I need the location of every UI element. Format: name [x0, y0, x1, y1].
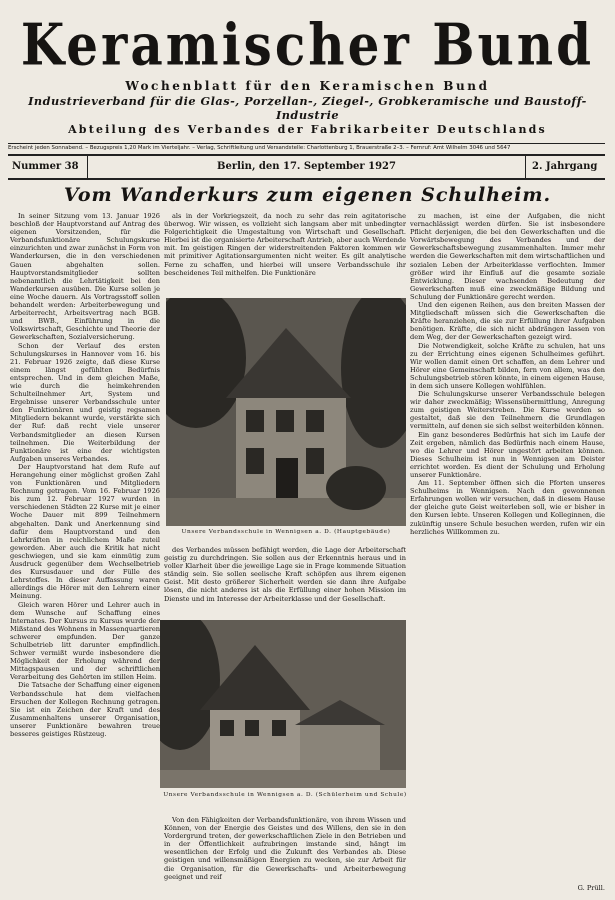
paragraph: zu machen, ist eine der Aufgaben, die nicht vernachlässigt werden dürfen. Sie ist insbesondere Pflicht derjenigen, die bei den Gewerkschaften und die Vorwärtsbewegung des Verbandes und der Gewerkschaftsbewegung zusammenhalten. Immer mehr werden die Gewerkschaften mit dem wirtschaftlichen und sozialen Leben der Arbeiterklasse verflochten. Immer größer wird ihr Einfluß auf die gesamte soziale Entwicklung. Dieser wachsenden Bedeutung der Gewerkschaften muß eine zweckmäßige Bildung und Schulung der Funktionäre gerecht werden.	[410, 212, 605, 301]
issue-bar	[8, 154, 605, 180]
paragraph: Ein ganz besonderes Bedürfnis hat sich im Laufe der Zeit ergeben, nämlich das Bedürfnis nach einem Hause, wo die Lehrer und Hörer ungestört arbeiten können. Dieses Schulheim ist nun in Wennigsen am Deister errichtet worden. Es dient der Schulung und Erholung unserer Funktionäre.	[410, 430, 605, 479]
issue-year: 2. Jahrgang	[525, 156, 605, 178]
article-column-1	[10, 212, 160, 898]
photo-student-home	[160, 620, 406, 788]
author-signature: G. Prüll.	[577, 884, 605, 892]
article-column-3	[410, 212, 605, 898]
subtitle-union: Industrieverband für die Glas-, Porzellan-, Ziegel-, Grobkeramische und Baustoff-Industrie	[28, 94, 587, 122]
publication-info: Erscheint jeden Sonnabend. – Bezugspreis 1,20 Mark im Vierteljahr. – Verlag, Schriftleitung und Versandstelle: Charlottenburg 1, Brauerstraße 2–3. – Fernruf: Amt Wilhelm 3046 und 5647	[8, 143, 605, 151]
student-home-image	[160, 620, 406, 788]
photo-caption: Unsere Verbandsschule in Wennigsen a. D. (Schülerheim und Schule)	[163, 792, 407, 798]
paragraph: Die Tatsache der Schaffung einer eigenen Verbandsschule hat dem vielfachen Ersuchen der Kollegen Rechnung getragen. Sie ist ein Zeichen der Kraft und des Zusammenhaltens unserer Organisation, unserer Funktionäre bewahren treue besseres geistiges Rüstzeug.	[10, 681, 160, 738]
subtitle-weekly: Wochenblatt für den Keramischen Bund	[125, 79, 490, 93]
paragraph: Die Schulungskurse unserer Verbandsschule belegen wir daher zweckmäßig; Wissensübermittlung, Anregung zum geistigen Weiterstreben. Die Kurse werden so gestaltet, daß sie den Teilnehmern die Grundlagen vermitteln, auf denen sie sich selbst weiterbilden können.	[410, 390, 605, 431]
photo-caption: Unsere Verbandsschule in Wennigsen a. D. (Hauptgebäude)	[181, 529, 391, 535]
paragraph: des Verbandes müssen befähigt werden, die Lage der Arbeiterschaft geistig zu durchdringen. Sie sollen aus der Erkenntnis heraus und in voller Klarheit über die jeweilige Lage sie in Frage kommende Situation ständig sein. Sie sollen seelische Kraft schöpfen aus ihrem eigenen Geist. Mit desto größerer Sicherheit werden sie dann ihre Aufgabe lösen, die nicht anderes ist als die Erfüllung einer hohen Mission im Dienste und im Interesse der Arbeiterklasse und der Gesellschaft.	[164, 546, 406, 603]
article-column-2-top	[164, 212, 406, 294]
paragraph: In seiner Sitzung vom 13. Januar 1926 beschloß der Hauptvorstand auf Antrag des eigenen Vorsitzenden, für die Verbandsfunktionäre Schulungskurse einzurichten und zwar zunächst in Form von Wanderkursen, die in den verschiedenen Gauen abgehalten sollen. Hauptvorstandsmitglieder sollten nebenamtlich die Lehrtätigkeit bei den Wanderkursen ausüben. Die Kurse sollen je eine Woche dauern. Als Vortragsstoff sollen behandelt werden: Arbeiterbewegung und Arbeiterrecht, Arbeitsvertrag nach BGB. und BWB., Einführung in die Volkswirtschaft, Geschichte und Theorie der Gewerkschaften, Sozialversicherung.	[10, 212, 160, 342]
article-headline: Vom Wanderkurs zum eigenen Schulheim.	[63, 184, 552, 206]
masthead	[10, 8, 605, 136]
paragraph: Schon der Verlauf des ersten Schulungskurses in Hannover vom 16. bis 21. Februar 1926 zeigte, daß diese Kurse einem längst gefühlten Bedürfnis entsprechen. Und in dem gleichen Maße, wie durch die heimkehrenden Schulteilnehmer Art, System und Ergebnisse unserer Verbandsschule unter den Funktionären und geistig regsamen Mitgliedern bekannt wurde, verstärkte sich der Ruf: daß recht viele unserer Verbandsmitglieder an diesen Kursen teilnehmen. Die Weiterbildung der Funktionäre ist eine der wichtigsten Aufgaben unseres Verbandes.	[10, 341, 160, 463]
paragraph: Der Hauptvorstand hat dem Rufe auf Herangehung einer möglichst großen Zahl von Funktionären und Mitgliedern Rechnung getragen. Vom 16. Februar 1926 bis zum 12. Februar 1927 wurden in verschiedenen Städten 22 Kurse mit je einer Woche Dauer mit 899 Teilnehmern abgehalten. Dank und Anerkennung sind dafür dem Hauptvorstand und den Lehrkräften in reichlichem Maße zuteil geworden. Aber auch die Kritik hat nicht geschwiegen, und sie kam einmütig zum Ausdruck gegenüber dem Wechselbetrieb des Kursusdauer und der Fülle des Lehrstoffes. In dieser Auffassung waren allerdings die Hörer mit den Lehrern einer Meinung.	[10, 462, 160, 601]
article-column-2-bottom	[164, 816, 406, 896]
paragraph: Die Notwendigkeit, solche Kräfte zu schulen, hat uns zu der Errichtung eines eigenen Schulheimes geführt. Wir wollen damit einen Ort schaffen, an dem Lehrer und Hörer eine Gemeinschaft bilden, fern von allem, was den Schulungsbetrieb stören könnte, in einem eigenen Hause, in dem sich unsere Kollegen wohlfühlen.	[410, 341, 605, 390]
subtitle-department: Abteilung des Verbandes der Fabrikarbeiter Deutschlands	[68, 123, 547, 136]
paragraph: Am 11. September öffnen sich die Pforten unseres Schulheims in Wennigsen. Nach den gewonnenen Erfahrungen wollen wir versuchen, daß in diesem Hause der gleiche gute Geist weiterleben soll, wie er bisher in den Kursen lebte. Unseren Kollegen und Kolleginnen, die zukünftig unsere Schule besuchen werden, rufen wir ein herzliches Willkommen zu.	[410, 479, 605, 536]
paragraph: Und den eigenen Reihen, aus den breiten Massen der Mitgliedschaft müssen sich die Gewerkschaften die Kräfte heranziehen, die sie zur Erfüllung ihrer Aufgaben benötigen. Kräfte, die sich nicht abdrängen lassen von dem Weg, der der Gewerkschaften gezeigt wird.	[410, 301, 605, 342]
photo-school-main-building	[166, 298, 406, 526]
newspaper-title: Keramischer Bund	[20, 10, 595, 79]
school-building-image	[166, 298, 406, 526]
paragraph: Von den Fähigkeiten der Verbandsfunktionäre, von ihrem Wissen und Können, von der Energie des Geistes und des Willens, den sie in den Vordergrund treten, der gewerkschaftlichen Ziele in den Betrieben und in der Öffentlichkeit aufzubringen imstande sind, hängt im wesentlichen der Erfolg und die Zukunft des Verbandes ab. Diese geistigen und willensmäßigen Energien zu wecken, sie zur Arbeit für die Organisation, für die Gewerkschafts- und Arbeiterbewegung geeignet und reif	[164, 816, 406, 881]
article-column-2-middle	[164, 546, 406, 612]
issue-date: Berlin, den 17. September 1927	[217, 161, 396, 172]
paragraph: Gleich waren Hörer und Lehrer auch in dem Wunsche auf Schaffung eines Internates. Der Kursus zu Kursus wurde der Mißstand des Wohnens in Massenquartieren schwerer empfunden. Der ganze Schulbetrieb litt darunter empfindlich. Schwer vermißt wurde insbesondere die Möglichkeit der Erholung während der Mittagspausen und der schriftlichen Verarbeitung des Gehörten im stillen Heim.	[10, 600, 160, 682]
paragraph: als in der Vorkriegszeit, da noch zu sehr das rein agitatorische überwog. Wir wissen, es vollzieht sich langsam aber mit unbedingter Folgerichtigkeit die Umgestaltung von Wirtschaft und Gesellschaft. Hierbei ist die organisierte Arbeiterschaft Antrieb, aber auch Werdende mit. Im geistigen Ringen der widerstreitenden Faktoren kommen wir mit primitiver Agitationsargumenten nicht weiter. Es gilt analytische Ferne zu schaffen, und hierbei will unsere Verbandsschule ihr bescheidenes Teil mithelfen. Die Funktionäre	[164, 212, 406, 277]
issue-number: Nummer 38	[8, 156, 88, 178]
